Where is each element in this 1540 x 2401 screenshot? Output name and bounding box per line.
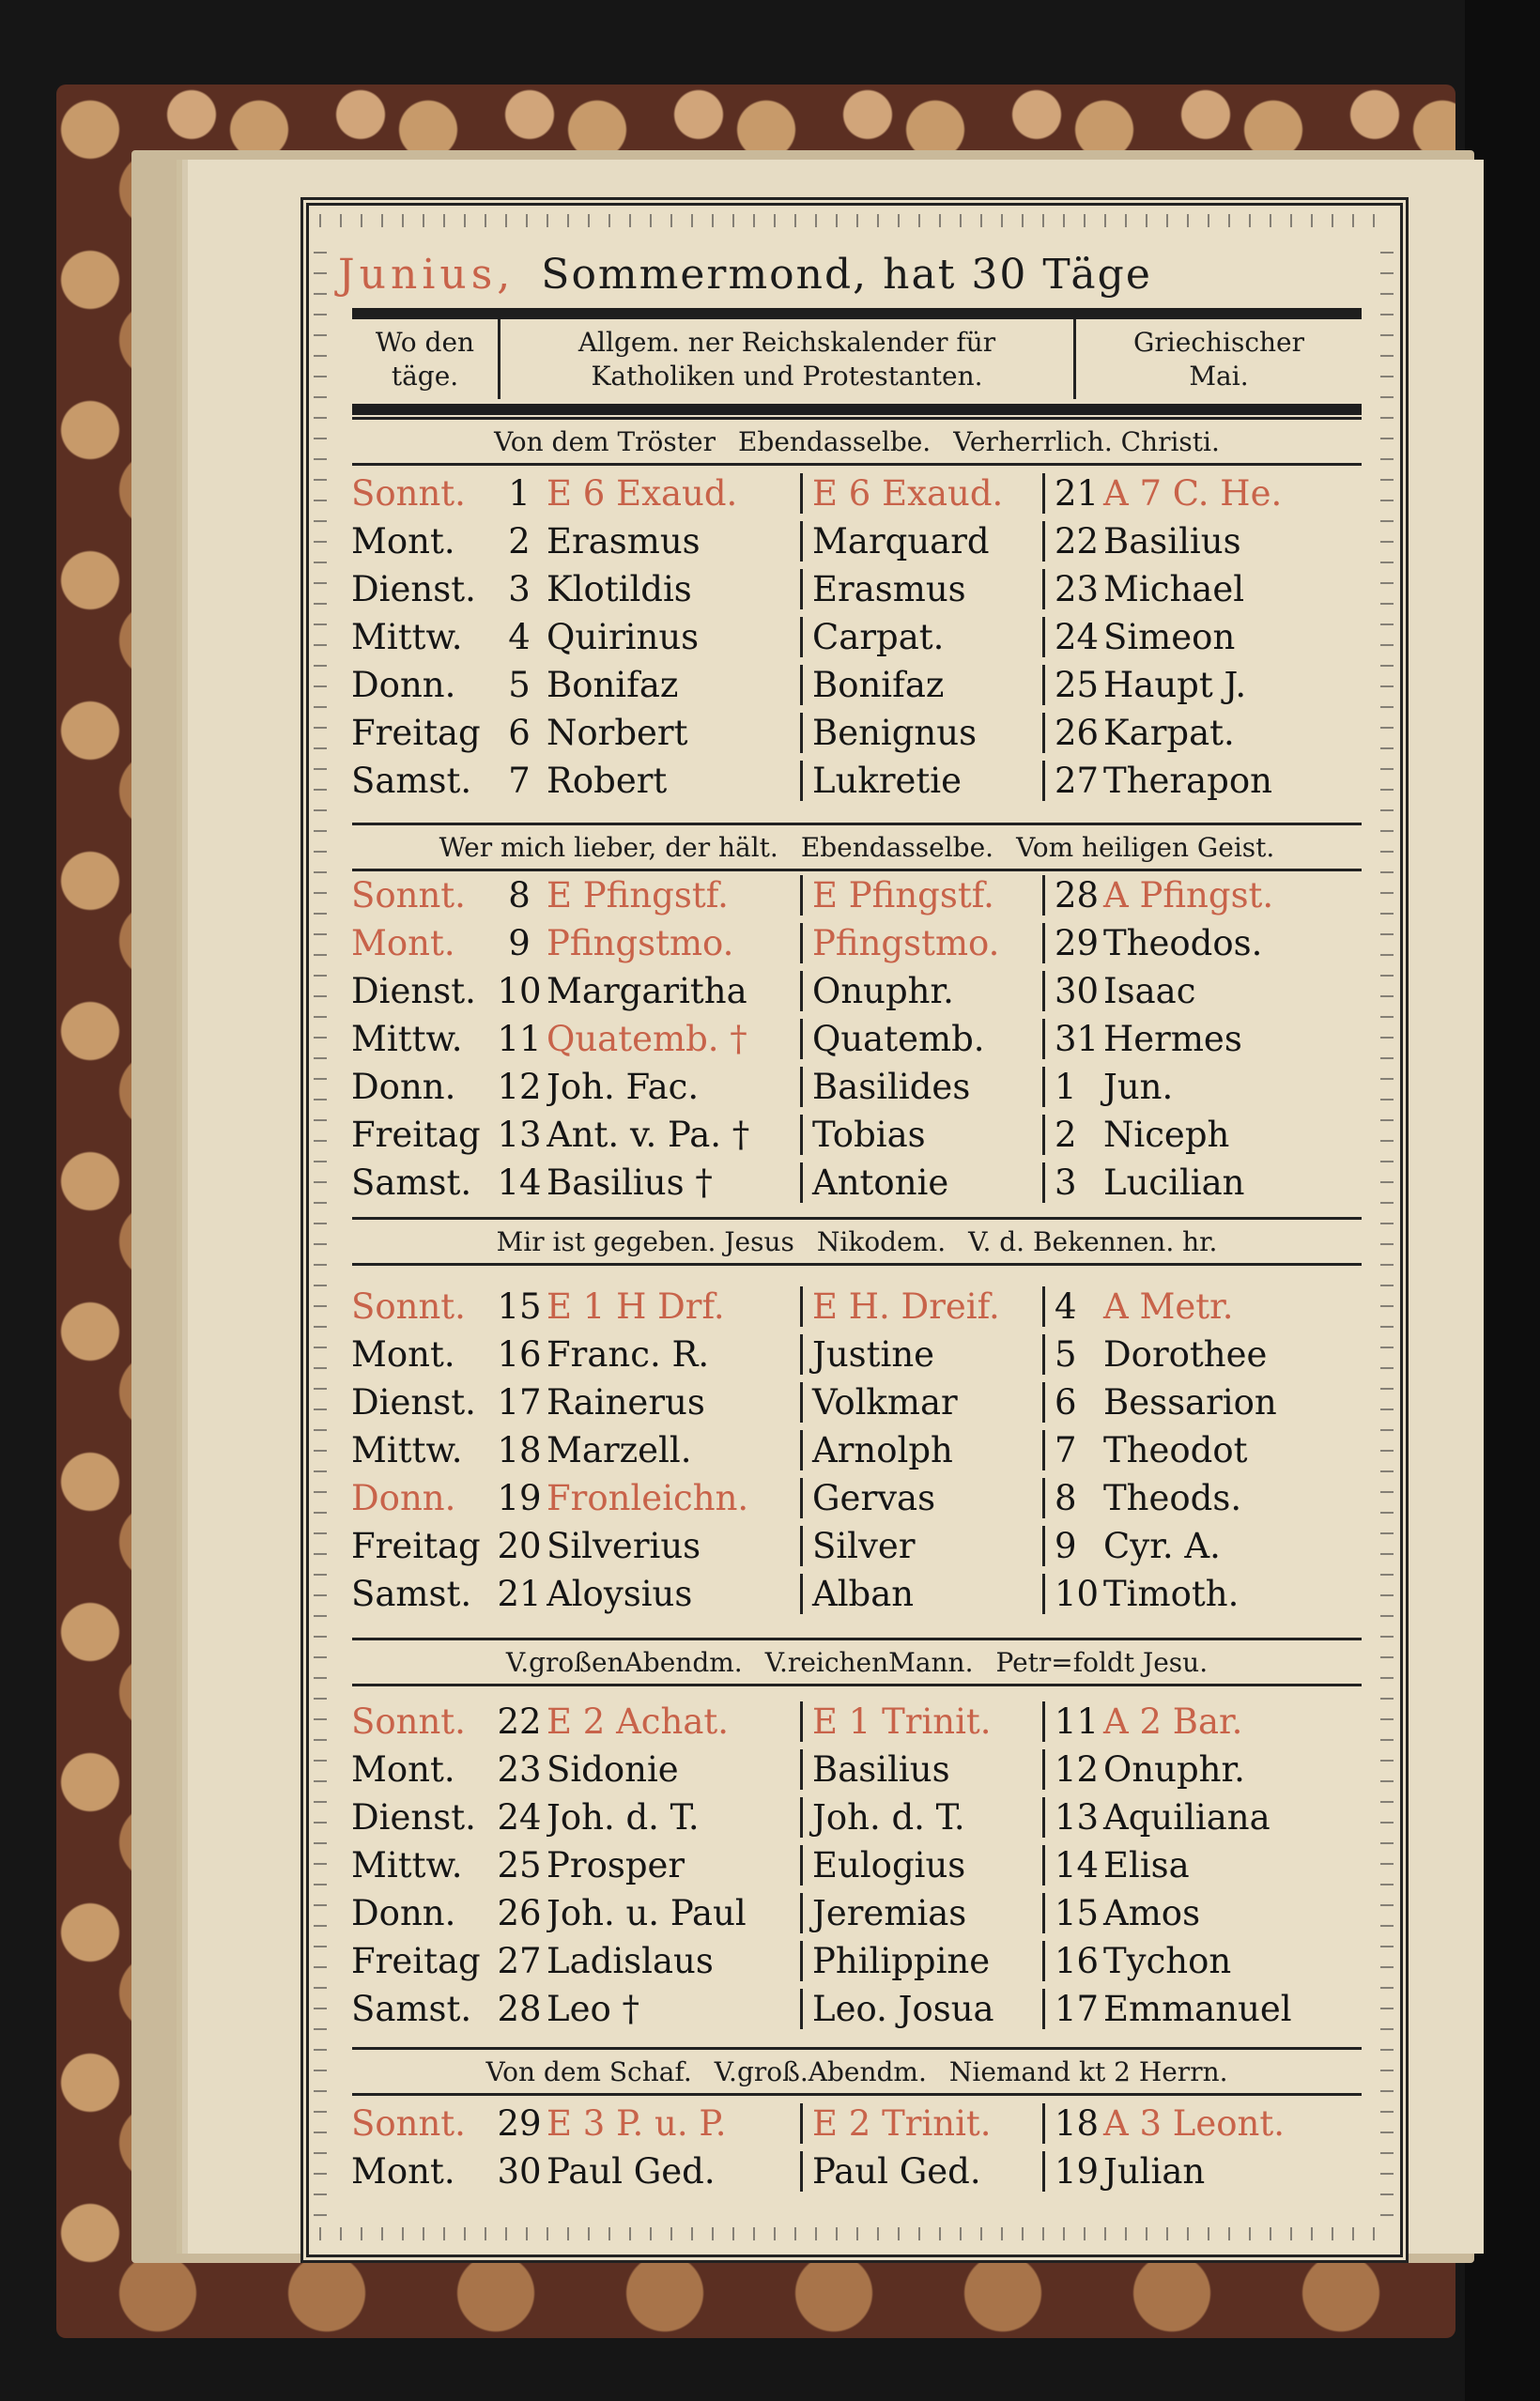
greek-calendar bbox=[1042, 761, 1366, 801]
header-reichskalender: Allgem. ner Reichskalender für Katholiken und Protestanten. bbox=[500, 319, 1076, 399]
weekday: Dienst. bbox=[351, 1797, 476, 1838]
greek-calendar bbox=[1042, 875, 1366, 916]
day-number: 29 bbox=[497, 2103, 542, 2144]
greek-day-number: 31 bbox=[1055, 1019, 1100, 1059]
protestant-saint: Basilius bbox=[800, 1749, 1042, 1790]
greek-calendar bbox=[1042, 1162, 1366, 1203]
protestant-saint: Gervas bbox=[800, 1478, 1042, 1518]
weekday: Mont. bbox=[351, 1334, 455, 1375]
day-row bbox=[347, 469, 1366, 517]
greek-calendar bbox=[1042, 2103, 1366, 2144]
rule-top bbox=[352, 308, 1362, 319]
greek-day-number: 25 bbox=[1055, 665, 1100, 705]
greek-saint: Haupt J. bbox=[1103, 665, 1247, 705]
protestant-saint: E 1 Trinit. bbox=[800, 1701, 1042, 1742]
day-row bbox=[347, 1841, 1366, 1889]
day-row bbox=[347, 1698, 1366, 1746]
greek-calendar bbox=[1042, 617, 1366, 657]
greek-day-number: 16 bbox=[1055, 1941, 1100, 1981]
catholic-saint: Silverius bbox=[547, 1526, 701, 1566]
protestant-saint: Justine bbox=[800, 1334, 1042, 1375]
weekday: Mittw. bbox=[351, 1430, 463, 1470]
catholic-saint: E 6 Exaud. bbox=[547, 473, 738, 514]
weekday: Sonnt. bbox=[351, 2103, 466, 2144]
protestant-saint: Eulogius bbox=[800, 1845, 1042, 1885]
day-number: 24 bbox=[497, 1797, 542, 1838]
catholic-saint: Joh. Fac. bbox=[547, 1067, 700, 1107]
greek-day-number: 22 bbox=[1055, 521, 1100, 562]
catholic-saint: Klotildis bbox=[547, 569, 692, 609]
greek-day-number: 30 bbox=[1055, 971, 1100, 1011]
protestant-saint: Lukretie bbox=[800, 761, 1042, 801]
greek-calendar bbox=[1042, 473, 1366, 514]
day-row bbox=[347, 709, 1366, 757]
greek-day-number: 12 bbox=[1055, 1749, 1100, 1790]
gospel-line: Von dem Schaf. V.groß.Abendm. Niemand kt 2 Herrn. bbox=[352, 2047, 1362, 2096]
weekday: Donn. bbox=[351, 1893, 456, 1933]
greek-saint: Tychon bbox=[1103, 1941, 1232, 1981]
greek-calendar bbox=[1042, 2151, 1366, 2192]
day-number: 14 bbox=[497, 1162, 542, 1203]
greek-saint: Onuphr. bbox=[1103, 1749, 1245, 1790]
greek-calendar bbox=[1042, 923, 1366, 963]
weekday: Sonnt. bbox=[351, 473, 466, 514]
greek-saint: Simeon bbox=[1103, 617, 1236, 657]
day-number: 22 bbox=[497, 1701, 542, 1742]
day-row bbox=[347, 967, 1366, 1015]
day-number: 11 bbox=[497, 1019, 542, 1059]
greek-saint: Dorothee bbox=[1103, 1334, 1268, 1375]
day-number: 12 bbox=[497, 1067, 542, 1107]
catholic-saint: E 1 H Drf. bbox=[547, 1286, 725, 1327]
day-row bbox=[347, 1937, 1366, 1985]
greek-calendar bbox=[1042, 1893, 1366, 1933]
day-row bbox=[347, 757, 1366, 805]
greek-day-number: 17 bbox=[1055, 1989, 1100, 2029]
day-number: 3 bbox=[508, 569, 531, 609]
greek-day-number: 2 bbox=[1055, 1115, 1077, 1155]
month-name: Junius, bbox=[338, 250, 516, 299]
greek-saint: Therapon bbox=[1103, 761, 1272, 801]
day-row bbox=[347, 661, 1366, 709]
protestant-saint: Alban bbox=[800, 1574, 1042, 1614]
weekday: Donn. bbox=[351, 1478, 456, 1518]
greek-calendar bbox=[1042, 1478, 1366, 1518]
greek-saint: Bessarion bbox=[1103, 1382, 1277, 1423]
greek-calendar bbox=[1042, 1334, 1366, 1375]
weekday: Mittw. bbox=[351, 617, 463, 657]
gospel-line: V.großenAbendm. V.reichenMann. Petr=foldt Jesu. bbox=[352, 1638, 1362, 1686]
day-row bbox=[347, 2100, 1366, 2147]
catholic-saint: Norbert bbox=[547, 713, 688, 753]
greek-saint: Timoth. bbox=[1103, 1574, 1240, 1614]
day-row bbox=[347, 1378, 1366, 1426]
greek-saint: Lucilian bbox=[1103, 1162, 1245, 1203]
greek-day-number: 15 bbox=[1055, 1893, 1100, 1933]
weekday: Dienst. bbox=[351, 971, 476, 1011]
catholic-saint: Joh. d. T. bbox=[547, 1797, 700, 1838]
day-row bbox=[347, 871, 1366, 919]
catholic-saint: Bonifaz bbox=[547, 665, 679, 705]
greek-calendar bbox=[1042, 1430, 1366, 1470]
day-number: 17 bbox=[497, 1382, 542, 1423]
day-number: 16 bbox=[497, 1334, 542, 1375]
weekday: Freitag bbox=[351, 1941, 481, 1981]
protestant-saint: Jeremias bbox=[800, 1893, 1042, 1933]
day-number: 25 bbox=[497, 1845, 542, 1885]
day-number: 6 bbox=[508, 713, 531, 753]
weekday: Mont. bbox=[351, 1749, 455, 1790]
greek-saint: Cyr. A. bbox=[1103, 1526, 1221, 1566]
catholic-saint: Basilius † bbox=[547, 1162, 713, 1203]
greek-day-number: 21 bbox=[1055, 473, 1100, 514]
weekday: Mont. bbox=[351, 923, 455, 963]
catholic-saint: Rainerus bbox=[547, 1382, 705, 1423]
day-number: 30 bbox=[497, 2151, 542, 2192]
day-row bbox=[347, 1063, 1366, 1111]
protestant-saint: Joh. d. T. bbox=[800, 1797, 1042, 1838]
greek-calendar bbox=[1042, 1574, 1366, 1614]
catholic-saint: Quirinus bbox=[547, 617, 700, 657]
protestant-saint: Onuphr. bbox=[800, 971, 1042, 1011]
week-block bbox=[347, 1283, 1366, 1618]
greek-calendar bbox=[1042, 971, 1366, 1011]
greek-day-number: 3 bbox=[1055, 1162, 1077, 1203]
greek-day-number: 27 bbox=[1055, 761, 1100, 801]
month-subtitle: Sommermond, hat 30 Täge bbox=[541, 250, 1152, 299]
day-number: 23 bbox=[497, 1749, 542, 1790]
day-row bbox=[347, 1889, 1366, 1937]
protestant-saint: Benignus bbox=[800, 713, 1042, 753]
catholic-saint: Pfingstmo. bbox=[547, 923, 734, 963]
greek-saint: Michael bbox=[1103, 569, 1245, 609]
weekday: Sonnt. bbox=[351, 1286, 466, 1327]
protestant-saint: Philippine bbox=[800, 1941, 1042, 1981]
greek-calendar bbox=[1042, 665, 1366, 705]
catholic-saint: Joh. u. Paul bbox=[547, 1893, 747, 1933]
week-block bbox=[347, 871, 1366, 1207]
gospel-line: Von dem Tröster Ebendasselbe. Verherrlich. Christi. bbox=[352, 417, 1362, 466]
greek-calendar bbox=[1042, 713, 1366, 753]
greek-calendar bbox=[1042, 569, 1366, 609]
zigzag-border-left bbox=[314, 235, 327, 2216]
day-row bbox=[347, 1793, 1366, 1841]
greek-calendar bbox=[1042, 1845, 1366, 1885]
day-row bbox=[347, 1746, 1366, 1793]
greek-saint: Emmanuel bbox=[1103, 1989, 1292, 2029]
day-number: 15 bbox=[497, 1286, 542, 1327]
greek-calendar bbox=[1042, 1526, 1366, 1566]
day-number: 13 bbox=[497, 1115, 542, 1155]
greek-day-number: 4 bbox=[1055, 1286, 1077, 1327]
day-row bbox=[347, 1159, 1366, 1207]
protestant-saint: E 2 Trinit. bbox=[800, 2103, 1042, 2144]
catholic-saint: Ant. v. Pa. † bbox=[547, 1115, 750, 1155]
day-row bbox=[347, 1474, 1366, 1522]
weekday: Mittw. bbox=[351, 1019, 463, 1059]
column-headers bbox=[352, 319, 1362, 399]
greek-saint: Theodot bbox=[1103, 1430, 1248, 1470]
greek-day-number: 19 bbox=[1055, 2151, 1100, 2192]
weekday: Samst. bbox=[351, 761, 472, 801]
day-row bbox=[347, 1111, 1366, 1159]
catholic-saint: Ladislaus bbox=[547, 1941, 714, 1981]
catholic-saint: E 2 Achat. bbox=[547, 1701, 730, 1742]
day-row bbox=[347, 1015, 1366, 1063]
day-row bbox=[347, 1570, 1366, 1618]
catholic-saint: Prosper bbox=[547, 1845, 685, 1885]
protestant-saint: Leo. Josua bbox=[800, 1989, 1042, 2029]
protestant-saint: E H. Dreif. bbox=[800, 1286, 1042, 1327]
greek-day-number: 5 bbox=[1055, 1334, 1077, 1375]
catholic-saint: Robert bbox=[547, 761, 668, 801]
greek-day-number: 23 bbox=[1055, 569, 1100, 609]
protestant-saint: Bonifaz bbox=[800, 665, 1042, 705]
greek-saint: Aquiliana bbox=[1103, 1797, 1270, 1838]
greek-calendar bbox=[1042, 1286, 1366, 1327]
weekday: Freitag bbox=[351, 713, 481, 753]
protestant-saint: Tobias bbox=[800, 1115, 1042, 1155]
greek-saint: Elisa bbox=[1103, 1845, 1190, 1885]
weekday: Samst. bbox=[351, 1574, 472, 1614]
greek-calendar bbox=[1042, 1749, 1366, 1790]
greek-calendar bbox=[1042, 1067, 1366, 1107]
weekday: Dienst. bbox=[351, 569, 476, 609]
greek-saint: A 2 Bar. bbox=[1103, 1701, 1243, 1742]
day-row bbox=[347, 1522, 1366, 1570]
protestant-saint: E Pfingstf. bbox=[800, 875, 1042, 916]
greek-day-number: 18 bbox=[1055, 2103, 1100, 2144]
greek-day-number: 8 bbox=[1055, 1478, 1077, 1518]
header-weekdays: Wo den täge. bbox=[352, 319, 500, 399]
day-number: 18 bbox=[497, 1430, 542, 1470]
day-row bbox=[347, 919, 1366, 967]
greek-calendar bbox=[1042, 521, 1366, 562]
greek-saint: A Pfingst. bbox=[1103, 875, 1274, 916]
day-number: 19 bbox=[497, 1478, 542, 1518]
week-block bbox=[347, 2100, 1366, 2195]
greek-calendar bbox=[1042, 1382, 1366, 1423]
weekday: Sonnt. bbox=[351, 875, 466, 916]
protestant-saint: Pfingstmo. bbox=[800, 923, 1042, 963]
catholic-saint: Franc. R. bbox=[547, 1334, 710, 1375]
weekday: Mont. bbox=[351, 2151, 455, 2192]
greek-day-number: 26 bbox=[1055, 713, 1100, 753]
greek-day-number: 1 bbox=[1055, 1067, 1077, 1107]
greek-calendar bbox=[1042, 1797, 1366, 1838]
day-row bbox=[347, 565, 1366, 613]
protestant-saint: Antonie bbox=[800, 1162, 1042, 1203]
catholic-saint: Quatemb. † bbox=[547, 1019, 747, 1059]
weekday: Donn. bbox=[351, 1067, 456, 1107]
rule-header bbox=[352, 404, 1362, 415]
catholic-saint: Aloysius bbox=[547, 1574, 693, 1614]
greek-saint: Karpat. bbox=[1103, 713, 1235, 753]
day-row bbox=[347, 517, 1366, 565]
week-block bbox=[347, 469, 1366, 805]
protestant-saint: Carpat. bbox=[800, 617, 1042, 657]
greek-day-number: 14 bbox=[1055, 1845, 1100, 1885]
greek-calendar bbox=[1042, 1701, 1366, 1742]
weekday: Freitag bbox=[351, 1115, 481, 1155]
weekday: Samst. bbox=[351, 1989, 472, 2029]
weekday: Freitag bbox=[351, 1526, 481, 1566]
zigzag-border-bottom bbox=[319, 2227, 1390, 2240]
catholic-saint: Leo † bbox=[547, 1989, 640, 2029]
catholic-saint: Erasmus bbox=[547, 521, 701, 562]
protestant-saint: Silver bbox=[800, 1526, 1042, 1566]
weekday: Donn. bbox=[351, 665, 456, 705]
gospel-line: Wer mich lieber, der hält. Ebendasselbe. Vom heiligen Geist. bbox=[352, 823, 1362, 871]
greek-saint: A 3 Leont. bbox=[1103, 2103, 1285, 2144]
day-row bbox=[347, 1985, 1366, 2033]
protestant-saint: Volkmar bbox=[800, 1382, 1042, 1423]
catholic-saint: Fronleichn. bbox=[547, 1478, 749, 1518]
greek-calendar bbox=[1042, 1989, 1366, 2029]
day-number: 1 bbox=[508, 473, 531, 514]
catholic-saint: Marzell. bbox=[547, 1430, 692, 1470]
weekday: Mont. bbox=[351, 521, 455, 562]
day-number: 27 bbox=[497, 1941, 542, 1981]
day-number: 21 bbox=[497, 1574, 542, 1614]
protestant-saint: Paul Ged. bbox=[800, 2151, 1042, 2192]
greek-day-number: 24 bbox=[1055, 617, 1100, 657]
greek-day-number: 28 bbox=[1055, 875, 1100, 916]
protestant-saint: Marquard bbox=[800, 521, 1042, 562]
day-number: 2 bbox=[508, 521, 531, 562]
greek-saint: Amos bbox=[1103, 1893, 1201, 1933]
weekday: Sonnt. bbox=[351, 1701, 466, 1742]
day-number: 8 bbox=[508, 875, 531, 916]
greek-saint: A 7 C. He. bbox=[1103, 473, 1283, 514]
protestant-saint: Basilides bbox=[800, 1067, 1042, 1107]
day-number: 4 bbox=[508, 617, 531, 657]
greek-day-number: 10 bbox=[1055, 1574, 1100, 1614]
day-number: 26 bbox=[497, 1893, 542, 1933]
weekday: Dienst. bbox=[351, 1382, 476, 1423]
catholic-saint: Margaritha bbox=[547, 971, 747, 1011]
protestant-saint: Arnolph bbox=[800, 1430, 1042, 1470]
week-block bbox=[347, 1698, 1366, 2033]
protestant-saint: Erasmus bbox=[800, 569, 1042, 609]
greek-calendar bbox=[1042, 1941, 1366, 1981]
greek-saint: Niceph bbox=[1103, 1115, 1230, 1155]
zigzag-border-top bbox=[319, 214, 1390, 227]
greek-day-number: 7 bbox=[1055, 1430, 1077, 1470]
greek-saint: Theods. bbox=[1103, 1478, 1242, 1518]
greek-day-number: 6 bbox=[1055, 1382, 1077, 1423]
catholic-saint: Sidonie bbox=[547, 1749, 679, 1790]
greek-day-number: 11 bbox=[1055, 1701, 1100, 1742]
greek-saint: Hermes bbox=[1103, 1019, 1242, 1059]
greek-saint: Jun. bbox=[1103, 1067, 1174, 1107]
weekday: Mittw. bbox=[351, 1845, 463, 1885]
day-number: 9 bbox=[508, 923, 531, 963]
day-number: 28 bbox=[497, 1989, 542, 2029]
day-row bbox=[347, 613, 1366, 661]
catholic-saint: Paul Ged. bbox=[547, 2151, 716, 2192]
catholic-saint: E 3 P. u. P. bbox=[547, 2103, 727, 2144]
greek-saint: Julian bbox=[1103, 2151, 1206, 2192]
zigzag-border-right bbox=[1380, 235, 1394, 2216]
day-number: 10 bbox=[497, 971, 542, 1011]
day-row bbox=[347, 1283, 1366, 1331]
greek-saint: Theodos. bbox=[1103, 923, 1263, 963]
greek-day-number: 13 bbox=[1055, 1797, 1100, 1838]
greek-day-number: 29 bbox=[1055, 923, 1100, 963]
greek-saint: Basilius bbox=[1103, 521, 1241, 562]
gospel-line: Mir ist gegeben. Jesus Nikodem. V. d. Bekennen. hr. bbox=[352, 1217, 1362, 1266]
greek-day-number: 9 bbox=[1055, 1526, 1077, 1566]
greek-saint: A Metr. bbox=[1103, 1286, 1234, 1327]
day-number: 5 bbox=[508, 665, 531, 705]
header-greek: Griechischer Mai. bbox=[1133, 326, 1304, 392]
greek-calendar bbox=[1042, 1115, 1366, 1155]
day-number: 20 bbox=[497, 1526, 542, 1566]
greek-saint: Isaac bbox=[1103, 971, 1196, 1011]
day-number: 7 bbox=[508, 761, 531, 801]
page-title bbox=[338, 246, 1371, 302]
day-row bbox=[347, 2147, 1366, 2195]
protestant-saint: Quatemb. bbox=[800, 1019, 1042, 1059]
weekday: Samst. bbox=[351, 1162, 472, 1203]
day-row bbox=[347, 1331, 1366, 1378]
protestant-saint: E 6 Exaud. bbox=[800, 473, 1042, 514]
catholic-saint: E Pfingstf. bbox=[547, 875, 729, 916]
day-row bbox=[347, 1426, 1366, 1474]
greek-calendar bbox=[1042, 1019, 1366, 1059]
